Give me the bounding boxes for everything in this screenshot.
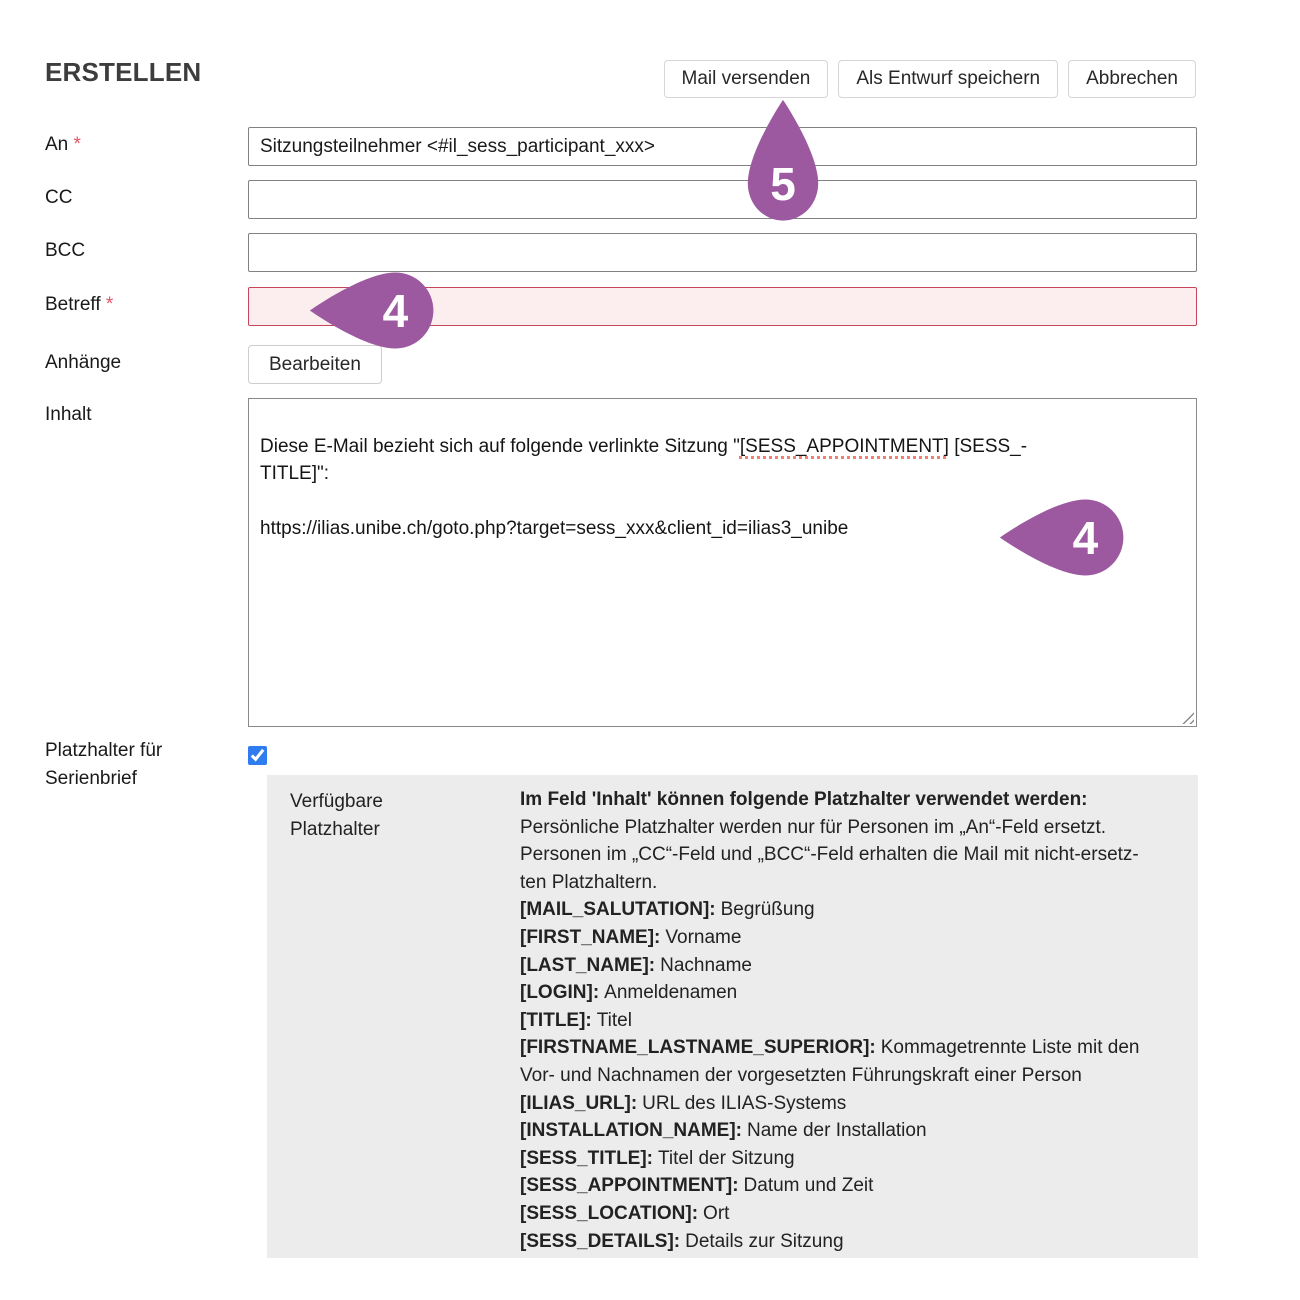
attachments-label: Anhänge bbox=[45, 352, 122, 373]
placeholder-item: [FIRST_NAME]: Vorname bbox=[520, 926, 742, 948]
cc-label: CC bbox=[45, 187, 73, 208]
marker-number: 4 bbox=[382, 285, 409, 338]
bcc-label: BCC bbox=[45, 240, 86, 261]
placeholder-item: [SESS_APPOINTMENT]: Datum und Zeit bbox=[520, 1175, 874, 1197]
placeholder-item: [SESS_DETAILS]: Details zur Sitzung bbox=[520, 1230, 844, 1252]
content-label: Inhalt bbox=[45, 404, 92, 425]
toolbar bbox=[664, 60, 1197, 98]
marker-number: 5 bbox=[770, 157, 796, 210]
page-title: ERSTELLEN bbox=[45, 57, 202, 87]
annotation-marker-4-content-body bbox=[998, 490, 1131, 585]
subject-label: Betreff * bbox=[45, 294, 114, 315]
serial-letter-checkbox[interactable] bbox=[248, 746, 267, 765]
infobox-intro-bold: Im Feld 'Inhalt' können folgende Platzhalter verwendet werden: bbox=[520, 789, 1088, 810]
annotation-marker-5-send-button bbox=[739, 98, 827, 228]
content-line-2: TITLE]": bbox=[260, 463, 330, 484]
placeholder-item: [ILIAS_URL]: URL des ILIAS-Systems bbox=[520, 1092, 847, 1114]
placeholder-help-text: Im Feld 'Inhalt' können folgende Platzhalter verwendet werden: Persönliche Platzhalter werden nur für Personen im „An“-Feld ersetzt. Personen im „CC“-Feld und „BCC“-Feld erhalten die Mail mit nicht-ersetz- ten Platzhaltern. [MAIL_SALUTATION]: Begrüßung [FIRST_NAME]: Vorname [LAST_NAME]: Nachname [LOGIN]: Anmeldenamen [TITLE]: Titel [FIRSTNAME_LASTNAME_SUPERIOR]: Kommagetrennte Liste mit den Vor- und Nachnamen der vorgesetzten Führungskraft einer Person [ILIAS_URL]: URL des ILIAS-Systems [INSTALLATION_NAME]: Name der Installation [SESS_TITLE]: Titel der Sitzung [SESS_APPOINTMENT]: Datum und Zeit [SESS_LOCATION]: Ort [SESS_DETAILS]: Details zur Sitzung bbox=[520, 786, 1170, 1255]
placeholder-item: [FIRSTNAME_LASTNAME_SUPERIOR]: Kommagetrennte Liste mit den Vor- und Nachnamen der vorgesetzten Führungskraft einer Person bbox=[520, 1037, 1140, 1086]
textarea-resize-handle-icon[interactable] bbox=[1182, 712, 1194, 724]
spellcheck-marked-text: [SESS_APPOINTMENT] bbox=[739, 435, 949, 457]
placeholder-item: [TITLE]: Titel bbox=[520, 1009, 632, 1031]
available-placeholders-label: Verfügbare Platzhalter bbox=[290, 791, 383, 840]
placeholder-item: [INSTALLATION_NAME]: Name der Installation bbox=[520, 1120, 927, 1142]
placeholder-item: [SESS_TITLE]: Titel der Sitzung bbox=[520, 1147, 795, 1169]
save-draft-button[interactable]: Als Entwurf speichern bbox=[838, 60, 1058, 98]
teardrop-left-icon bbox=[998, 490, 1131, 585]
placeholder-item: [LAST_NAME]: Nachname bbox=[520, 954, 752, 976]
send-mail-button[interactable]: Mail versenden bbox=[664, 60, 829, 98]
content-url-line: https://ilias.unibe.ch/goto.php?target=sess_xxx&client_id=ilias3_unibe bbox=[260, 518, 849, 539]
placeholder-item: [SESS_LOCATION]: Ort bbox=[520, 1202, 730, 1224]
to-input[interactable] bbox=[248, 127, 1197, 166]
content-line-1: Diese E-Mail bezieht sich auf folgende verlinkte Sitzung "[SESS_APPOINTMENT] [SESS_- bbox=[260, 435, 1028, 457]
cancel-button[interactable]: Abbrechen bbox=[1068, 60, 1196, 98]
teardrop-left-icon bbox=[308, 263, 441, 358]
placeholder-item: [LOGIN]: Anmeldenamen bbox=[520, 982, 738, 1004]
to-label: An * bbox=[45, 134, 81, 155]
content-blank-line bbox=[260, 405, 1185, 433]
annotation-marker-4-subject-field bbox=[308, 263, 441, 358]
edit-attachments-button[interactable]: Bearbeiten bbox=[248, 345, 382, 384]
required-asterisk: * bbox=[73, 134, 81, 155]
marker-number: 4 bbox=[1072, 512, 1099, 565]
required-asterisk: * bbox=[105, 294, 114, 315]
placeholder-item: [MAIL_SALUTATION]: Begrüßung bbox=[520, 899, 815, 921]
placeholder-infobox bbox=[267, 775, 1198, 1258]
serial-letter-label: Platzhalter für Serienbrief bbox=[45, 740, 163, 789]
cc-input[interactable] bbox=[248, 180, 1197, 219]
